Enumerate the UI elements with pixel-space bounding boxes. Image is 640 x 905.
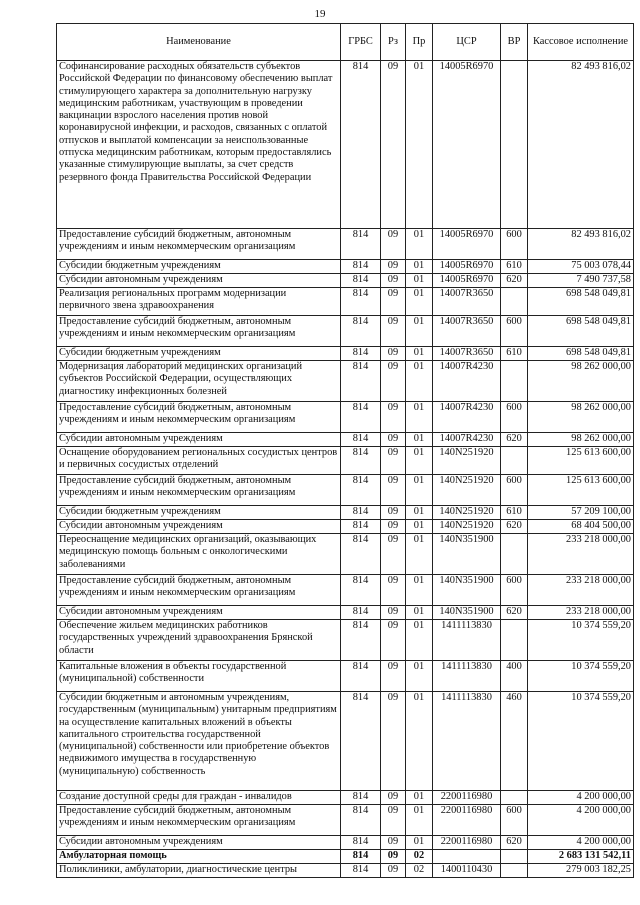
cell-csr [433,850,501,864]
cell-grbs: 814 [341,661,381,692]
cell-pr: 01 [406,805,433,836]
cell-amount: 125 613 600,00 [528,475,634,506]
header-amount: Кассовое исполнение [528,24,634,61]
cell-amount: 98 262 000,00 [528,361,634,402]
cell-pr: 01 [406,260,433,274]
cell-grbs: 814 [341,850,381,864]
cell-grbs: 814 [341,620,381,661]
cell-name: Предоставление субсидий бюджетным, автономным учреждениям и иным некоммерческим организациям [57,475,341,506]
cell-pr: 01 [406,791,433,805]
cell-pr: 01 [406,692,433,791]
cell-name: Модернизация лабораторий медицинских организаций субъектов Российской Федерации, осуществляющих диагностику инфекционных болезней [57,361,341,402]
cell-vr [501,288,528,316]
cell-amount: 10 374 559,20 [528,620,634,661]
cell-vr: 600 [501,316,528,347]
cell-vr [501,791,528,805]
cell-rz: 09 [381,229,406,260]
table-row [57,288,634,316]
table-row [57,850,634,864]
cell-name: Субсидии автономным учреждениям [57,606,341,620]
cell-name: Субсидии бюджетным учреждениям [57,260,341,274]
cell-name: Субсидии автономным учреждениям [57,836,341,850]
cell-pr: 01 [406,61,433,229]
cell-grbs: 814 [341,361,381,402]
cell-amount: 2 683 131 542,11 [528,850,634,864]
cell-name: Реализация региональных программ модернизации первичного звена здравоохранения [57,288,341,316]
table-row [57,61,634,229]
cell-rz: 09 [381,447,406,475]
table-row [57,520,634,534]
cell-pr: 01 [406,534,433,575]
cell-name: Предоставление субсидий бюджетным, автономным учреждениям и иным некоммерческим организациям [57,229,341,260]
cell-rz: 09 [381,402,406,433]
cell-rz: 09 [381,260,406,274]
cell-csr: 140N251920 [433,475,501,506]
cell-amount: 75 003 078,44 [528,260,634,274]
cell-vr [501,534,528,575]
cell-csr: 14007R4230 [433,433,501,447]
cell-csr: 1411113830 [433,692,501,791]
cell-rz: 09 [381,475,406,506]
cell-pr: 01 [406,836,433,850]
cell-rz: 09 [381,520,406,534]
cell-amount: 233 218 000,00 [528,575,634,606]
cell-name: Предоставление субсидий бюджетным, автономным учреждениям и иным некоммерческим организациям [57,575,341,606]
header-vr: ВР [501,24,528,61]
cell-amount: 68 404 500,00 [528,520,634,534]
cell-pr: 01 [406,475,433,506]
cell-name: Субсидии автономным учреждениям [57,520,341,534]
cell-csr: 2200116980 [433,805,501,836]
cell-vr [501,620,528,661]
cell-rz: 09 [381,347,406,361]
table-row [57,791,634,805]
header-rz: Рз [381,24,406,61]
cell-csr: 14007R4230 [433,402,501,433]
cell-vr: 620 [501,433,528,447]
table-row [57,692,634,791]
cell-vr: 600 [501,475,528,506]
cell-name: Предоставление субсидий бюджетным, автономным учреждениям и иным некоммерческим организациям [57,402,341,433]
cell-pr: 01 [406,447,433,475]
cell-pr: 01 [406,433,433,447]
table-row [57,347,634,361]
cell-name: Переоснащение медицинских организаций, оказывающих медицинскую помощь больным с онкологическими заболеваниями [57,534,341,575]
cell-name: Субсидии автономным учреждениям [57,433,341,447]
table-row [57,534,634,575]
cell-vr [501,850,528,864]
cell-vr [501,447,528,475]
cell-vr: 400 [501,661,528,692]
cell-pr: 01 [406,620,433,661]
table-row [57,575,634,606]
header-pr: Пр [406,24,433,61]
cell-grbs: 814 [341,606,381,620]
cell-amount: 7 490 737,58 [528,274,634,288]
cell-grbs: 814 [341,61,381,229]
cell-pr: 01 [406,288,433,316]
budget-table [56,23,634,878]
cell-csr: 14007R3650 [433,316,501,347]
table-row [57,620,634,661]
cell-name: Предоставление субсидий бюджетным, автономным учреждениям и иным некоммерческим организациям [57,316,341,347]
cell-amount: 10 374 559,20 [528,661,634,692]
cell-amount: 698 548 049,81 [528,288,634,316]
cell-name: Амбулаторная помощь [57,850,341,864]
table-row [57,433,634,447]
cell-csr: 14007R3650 [433,288,501,316]
cell-amount: 233 218 000,00 [528,606,634,620]
cell-csr: 140N351900 [433,534,501,575]
cell-pr: 02 [406,864,433,878]
cell-grbs: 814 [341,229,381,260]
cell-amount: 233 218 000,00 [528,534,634,575]
cell-amount: 4 200 000,00 [528,836,634,850]
cell-vr: 610 [501,260,528,274]
cell-grbs: 814 [341,433,381,447]
cell-rz: 09 [381,805,406,836]
cell-name: Поликлиники, амбулатории, диагностические центры [57,864,341,878]
cell-name: Обеспечение жильем медицинских работников государственных учреждений здравоохранения Брянской области [57,620,341,661]
table-row [57,836,634,850]
table-row [57,447,634,475]
cell-vr: 620 [501,606,528,620]
cell-rz: 09 [381,661,406,692]
header-csr: ЦСР [433,24,501,61]
cell-amount: 98 262 000,00 [528,433,634,447]
cell-amount: 10 374 559,20 [528,692,634,791]
table-row [57,402,634,433]
cell-csr: 14005R6970 [433,61,501,229]
cell-amount: 57 209 100,00 [528,506,634,520]
cell-rz: 09 [381,361,406,402]
cell-grbs: 814 [341,316,381,347]
cell-name: Оснащение оборудованием региональных сосудистых центров и первичных сосудистых отделений [57,447,341,475]
table-header [57,24,634,61]
cell-csr: 140N251920 [433,506,501,520]
table-row [57,864,634,878]
cell-csr: 14007R4230 [433,361,501,402]
cell-amount: 82 493 816,02 [528,229,634,260]
cell-vr: 620 [501,836,528,850]
table-row [57,506,634,520]
cell-csr: 14005R6970 [433,260,501,274]
table-row [57,274,634,288]
cell-vr [501,864,528,878]
header-grbs: ГРБС [341,24,381,61]
table-row [57,361,634,402]
cell-pr: 02 [406,850,433,864]
cell-vr [501,61,528,229]
table-row [57,606,634,620]
cell-csr: 1411113830 [433,661,501,692]
cell-rz: 09 [381,791,406,805]
table-body [57,61,634,878]
cell-grbs: 814 [341,506,381,520]
cell-name: Субсидии бюджетным учреждениям [57,506,341,520]
cell-rz: 09 [381,274,406,288]
cell-vr: 600 [501,805,528,836]
cell-pr: 01 [406,575,433,606]
cell-rz: 09 [381,61,406,229]
cell-grbs: 814 [341,274,381,288]
cell-pr: 01 [406,347,433,361]
cell-vr: 460 [501,692,528,791]
cell-grbs: 814 [341,347,381,361]
cell-csr: 140N351900 [433,575,501,606]
cell-rz: 09 [381,850,406,864]
cell-csr: 1411113830 [433,620,501,661]
cell-pr: 01 [406,520,433,534]
cell-rz: 09 [381,288,406,316]
cell-pr: 01 [406,402,433,433]
cell-rz: 09 [381,692,406,791]
cell-amount: 4 200 000,00 [528,791,634,805]
cell-csr: 14005R6970 [433,274,501,288]
cell-rz: 09 [381,620,406,661]
cell-grbs: 814 [341,692,381,791]
cell-vr: 610 [501,347,528,361]
cell-name: Субсидии бюджетным и автономным учреждениям, государственным (муниципальным) унитарным предприятиям на осуществление капитальных вложений в объекты капитального строительства государственной (муниципальной) собственности или приобретение объектов недвижимого имущества в государственную (муниципальную) собственность [57,692,341,791]
cell-name: Предоставление субсидий бюджетным, автономным учреждениям и иным некоммерческим организациям [57,805,341,836]
cell-amount: 698 548 049,81 [528,316,634,347]
cell-grbs: 814 [341,447,381,475]
cell-rz: 09 [381,433,406,447]
cell-grbs: 814 [341,534,381,575]
cell-name: Капитальные вложения в объекты государственной (муниципальной) собственности [57,661,341,692]
cell-amount: 4 200 000,00 [528,805,634,836]
cell-amount: 98 262 000,00 [528,402,634,433]
cell-name: Софинансирование расходных обязательств субъектов Российской Федерации по финансовому обеспечению выплат стимулирующего характера за дополнительную нагрузку медицинским работникам, участвующим в проведении вакцинации взрослого населения против новой коронавирусной инфекции, и расходов, связанных с оплатой отпусков и выплатой компенсации за неиспользованные отпуска медицинским работникам, которым предоставлялись указанные стимулирующие выплаты, за счет средств резервного фонда Правительства Российской Федерации [57,61,341,229]
cell-csr: 140N251920 [433,447,501,475]
cell-pr: 01 [406,316,433,347]
cell-rz: 09 [381,836,406,850]
cell-vr: 600 [501,575,528,606]
cell-vr: 610 [501,506,528,520]
cell-pr: 01 [406,606,433,620]
cell-amount: 698 548 049,81 [528,347,634,361]
cell-pr: 01 [406,229,433,260]
cell-grbs: 814 [341,402,381,433]
cell-csr: 14005R6970 [433,229,501,260]
cell-rz: 09 [381,316,406,347]
table-row [57,805,634,836]
cell-rz: 09 [381,606,406,620]
table-row [57,316,634,347]
cell-rz: 09 [381,864,406,878]
cell-rz: 09 [381,534,406,575]
cell-csr: 140N351900 [433,606,501,620]
cell-grbs: 814 [341,520,381,534]
cell-vr: 600 [501,229,528,260]
cell-grbs: 814 [341,260,381,274]
cell-name: Субсидии бюджетным учреждениям [57,347,341,361]
cell-grbs: 814 [341,791,381,805]
cell-amount: 82 493 816,02 [528,61,634,229]
cell-grbs: 814 [341,575,381,606]
cell-csr: 140N251920 [433,520,501,534]
cell-vr: 600 [501,402,528,433]
cell-name: Создание доступной среды для граждан - инвалидов [57,791,341,805]
cell-pr: 01 [406,274,433,288]
cell-grbs: 814 [341,475,381,506]
table-row [57,475,634,506]
table-row [57,229,634,260]
cell-grbs: 814 [341,288,381,316]
cell-vr [501,361,528,402]
cell-csr: 1400110430 [433,864,501,878]
cell-csr: 14007R3650 [433,347,501,361]
cell-rz: 09 [381,506,406,520]
cell-csr: 2200116980 [433,836,501,850]
cell-csr: 2200116980 [433,791,501,805]
page-number: 19 [314,8,326,20]
cell-vr: 620 [501,274,528,288]
cell-pr: 01 [406,661,433,692]
cell-pr: 01 [406,506,433,520]
table-row [57,260,634,274]
cell-grbs: 814 [341,836,381,850]
table-row [57,661,634,692]
cell-vr: 620 [501,520,528,534]
cell-name: Субсидии автономным учреждениям [57,274,341,288]
cell-amount: 125 613 600,00 [528,447,634,475]
cell-rz: 09 [381,575,406,606]
cell-grbs: 814 [341,805,381,836]
cell-amount: 279 003 182,25 [528,864,634,878]
cell-pr: 01 [406,361,433,402]
header-name: Наименование [57,24,341,61]
cell-grbs: 814 [341,864,381,878]
